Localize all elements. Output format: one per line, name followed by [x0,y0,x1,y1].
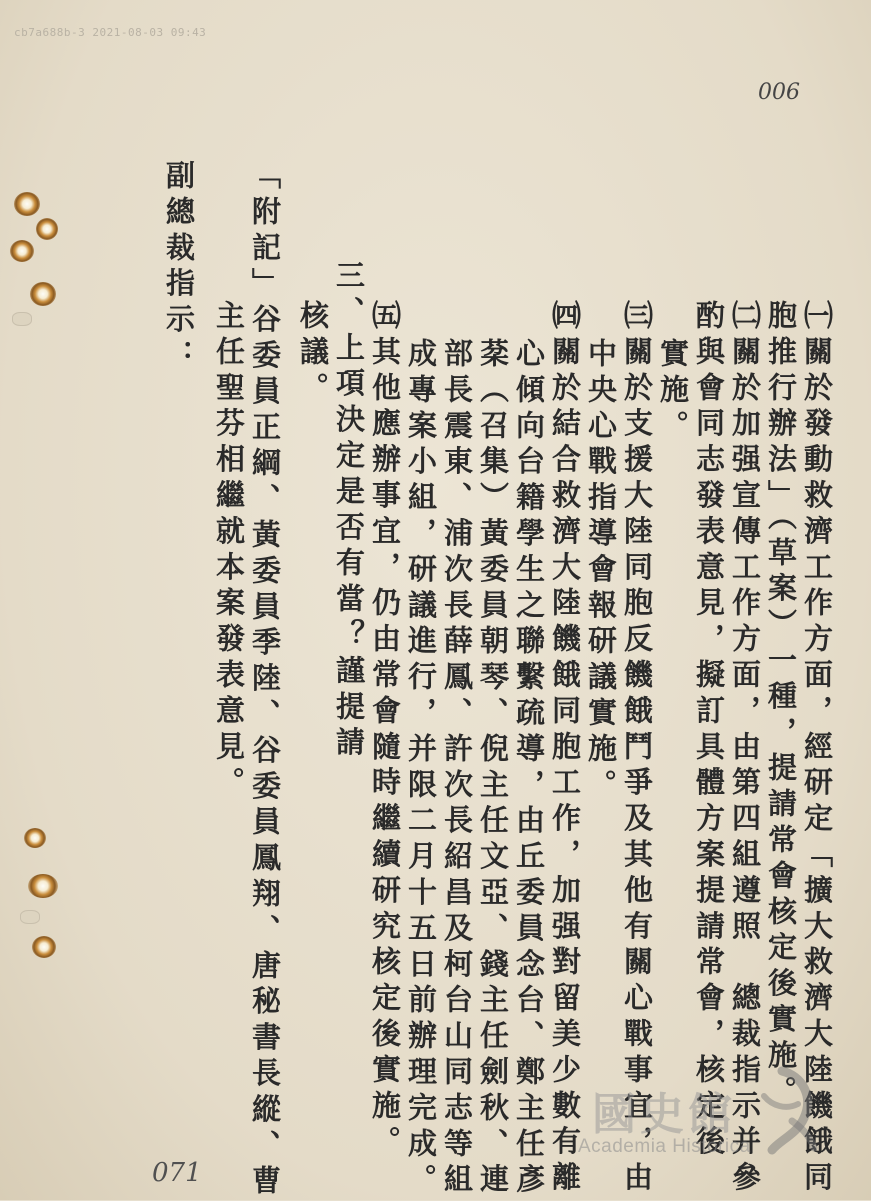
burn-hole-mark [32,936,56,958]
page-number: 006 [758,80,800,105]
burn-hole-mark [36,218,58,240]
burn-hole-mark [28,874,58,898]
text-column: ㈢關於支援大陸同胞反饑餓鬥爭及其他有關心戰事宜，由 [620,300,654,1198]
burn-hole-mark [30,282,56,306]
text-column: 「附記」谷委員正綱、黃委員季陸、谷委員鳳翔、唐秘書長縱、曹 [248,160,282,1201]
text-column: 中央心戰指導會報研議實施。 [584,338,618,805]
text-column: 心傾向台籍學生之聯繫疏導，由丘委員念台、鄭主任彥 [512,338,546,1200]
text-column: 副總裁指示： [162,160,196,376]
burn-hole-mark [14,192,40,216]
text-column: ㈣關於結合救濟大陸饑餓同胞工作，加强對留美少數有離 [548,300,582,1198]
text-column: ㈤其他應辦事宜，仍由常會隨時繼續研究核定後實施。 [368,300,402,1162]
archive-id-label: cb7a688b-3 2021-08-03 09:43 [14,26,207,39]
text-column: 三、上項決定是否有當？謹提請 [332,260,366,763]
text-column: 實施。 [656,338,690,446]
text-column: 主任聖芬相繼就本案發表意見。 [212,300,246,803]
text-column: 棻（召集）黃委員朝琴、倪主任文亞、錢主任劍秋、連 [476,338,510,1200]
text-column: 核議。 [296,300,330,408]
watermark-chinese: 國史館 [592,1089,736,1140]
academia-historica-watermark [578,1078,832,1166]
watermark-brush-logo [742,1066,822,1156]
text-column: 部長震東、浦次長薛鳳、許次長紹昌及柯台山同志等組 [440,338,474,1200]
text-column: ㈠關於發動救濟工作方面，經研定「擴大救濟大陸饑餓同 [800,300,834,1198]
watermark-english: Academia Historica [578,1136,751,1157]
burn-hole-mark [24,828,46,848]
text-column: ㈡關於加强宣傳工作方面，由第四組遵照 總裁指示并參 [728,300,762,1198]
paper-crease-mark [20,910,40,924]
text-column: 胞推行辦法」（草案）一種，提請常會核定後實施。 [764,300,798,1112]
burn-hole-mark [10,240,34,262]
handwritten-number: 071 [152,1158,202,1188]
paper-crease-mark [12,312,32,326]
text-column: 成專案小組，研議進行，并限二月十五日前辦理完成。 [404,338,438,1200]
text-column: 酌與會同志發表意見，擬訂具體方案提請常會，核定後 [692,300,726,1162]
